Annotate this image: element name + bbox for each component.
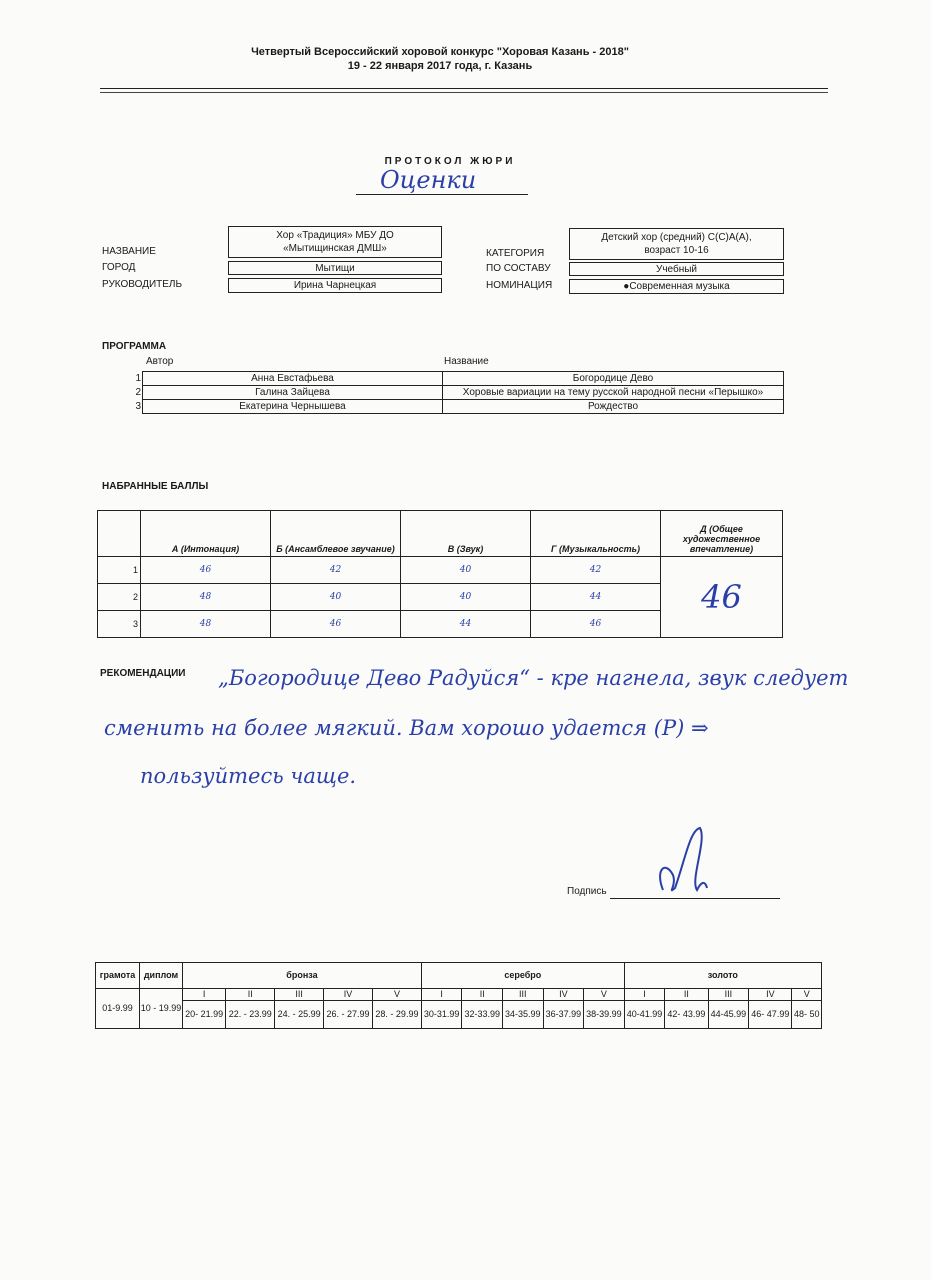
silver-level: V	[584, 989, 625, 1001]
gold-level: V	[792, 989, 822, 1001]
gold-range: 44-45.99	[708, 1001, 749, 1029]
gold-level: I	[624, 989, 665, 1001]
header-overall: Д (Общее художественное впечатление)	[661, 511, 783, 557]
silver-range: 36-37.99	[543, 1001, 584, 1029]
header-intonation: А (Интонация)	[141, 511, 271, 557]
header-rule-thin	[100, 92, 828, 93]
program-title: Рождество	[443, 400, 784, 414]
program-section-label: ПРОГРАММА	[102, 341, 167, 352]
bronze-range: 22. - 23.99	[226, 1001, 275, 1029]
leader-value: Ирина Чарнецкая	[228, 278, 442, 293]
city-value: Мытищи	[228, 261, 442, 275]
silver-range: 38-39.99	[584, 1001, 625, 1029]
program-author: Галина Зайцева	[143, 386, 443, 400]
score-b: 42	[271, 557, 401, 584]
silver-level: I	[421, 989, 462, 1001]
bronze-range: 20- 21.99	[183, 1001, 226, 1029]
signature-scribble	[645, 820, 715, 900]
protocol-title: ПРОТОКОЛ ЖЮРИ	[384, 156, 516, 167]
score-c: 40	[401, 584, 531, 611]
program-title: Хоровые вариации на тему русской народной песни «Перышко»	[443, 386, 784, 400]
silver-range: 34-35.99	[503, 1001, 544, 1029]
program-author-header: Автор	[146, 356, 174, 367]
grade-silver: серебро	[421, 963, 624, 989]
bronze-level: II	[226, 989, 275, 1001]
score-c: 40	[401, 557, 531, 584]
header-musicality: Г (Музыкальность)	[531, 511, 661, 557]
bronze-level: V	[373, 989, 422, 1001]
nomination-value: ●Современная музыка	[569, 279, 784, 294]
header-ensemble: Б (Ансамблевое звучание)	[271, 511, 401, 557]
table-row	[128, 386, 784, 400]
program-row-number: 2	[135, 387, 141, 398]
recommendations-label: РЕКОМЕНДАЦИИ	[100, 668, 186, 679]
program-table	[128, 371, 784, 414]
grade-diplom: диплом	[140, 963, 183, 989]
header-sound: В (Звук)	[401, 511, 531, 557]
diplom-range: 10 - 19.99	[140, 989, 183, 1029]
gold-range: 40-41.99	[624, 1001, 665, 1029]
scores-table	[97, 510, 783, 638]
program-title-header: Название	[444, 356, 489, 367]
gold-level: III	[708, 989, 749, 1001]
bronze-level: IV	[324, 989, 373, 1001]
score-overall: 46	[661, 557, 783, 638]
silver-level: IV	[543, 989, 584, 1001]
grades-roman-row	[96, 989, 822, 1001]
score-a: 48	[141, 611, 271, 638]
grade-gramota: грамота	[96, 963, 140, 989]
city-label: ГОРОД	[102, 262, 136, 273]
score-d: 46	[531, 611, 661, 638]
program-title: Богородице Дево	[443, 372, 784, 386]
protocol-underline	[356, 194, 528, 195]
bronze-level: III	[275, 989, 324, 1001]
score-c: 44	[401, 611, 531, 638]
score-a: 46	[141, 557, 271, 584]
score-a: 48	[141, 584, 271, 611]
leader-label: РУКОВОДИТЕЛЬ	[102, 279, 183, 290]
bronze-range: 24. - 25.99	[275, 1001, 324, 1029]
name-label: НАЗВАНИЕ	[102, 246, 156, 257]
program-row-number: 3	[135, 401, 141, 412]
gold-level: II	[665, 989, 708, 1001]
bullet-icon: ●	[623, 281, 630, 292]
scores-corner	[98, 511, 141, 557]
score-row-number: 3	[98, 611, 141, 638]
score-d: 42	[531, 557, 661, 584]
bronze-range: 26. - 27.99	[324, 1001, 373, 1029]
name-value: Хор «Традиция» МБУ ДО «Мытищинская ДМШ»	[228, 226, 442, 258]
recommendation-line-1: „Богородице Дево Радуйся“ - кре нагнела, звук следует	[218, 666, 849, 690]
silver-range: 32-33.99	[462, 1001, 503, 1029]
program-author: Анна Евстафьева	[143, 372, 443, 386]
grade-bronze: бронза	[183, 963, 422, 989]
scores-section-label: НАБРАННЫЕ БАЛЛЫ	[102, 481, 209, 492]
silver-level: III	[503, 989, 544, 1001]
score-b: 46	[271, 611, 401, 638]
score-row-number: 1	[98, 557, 141, 584]
gold-range: 46- 47.99	[749, 1001, 792, 1029]
table-row	[98, 557, 783, 584]
gramota-range: 01-9.99	[96, 989, 140, 1029]
recommendation-line-3: пользуйтесь чаще.	[140, 764, 357, 788]
grades-table	[95, 962, 822, 1029]
header-rule	[100, 88, 828, 89]
composition-label: ПО СОСТАВУ	[486, 263, 551, 274]
contest-title: Четвертый Всероссийский хоровой конкурс "Хоровая Казань - 2018"	[251, 46, 629, 58]
protocol-handwritten-note: Оценки	[380, 166, 477, 194]
signature-label: Подпись	[567, 886, 607, 897]
table-row	[128, 400, 784, 414]
score-d: 44	[531, 584, 661, 611]
composition-value: Учебный	[569, 262, 784, 276]
program-author: Екатерина Чернышева	[143, 400, 443, 414]
category-value: Детский хор (средний) С(С)А(А), возраст 10-16	[569, 228, 784, 260]
score-b: 40	[271, 584, 401, 611]
table-row	[128, 372, 784, 386]
scores-header-row	[98, 511, 783, 557]
silver-range: 30-31.99	[421, 1001, 462, 1029]
recommendation-line-2: сменить на более мягкий. Вам хорошо удается (P) ⇒	[104, 716, 709, 740]
nomination-label: НОМИНАЦИЯ	[486, 280, 553, 291]
gold-level: IV	[749, 989, 792, 1001]
contest-dates: 19 - 22 января 2017 года, г. Казань	[347, 60, 533, 72]
silver-level: II	[462, 989, 503, 1001]
grade-gold: золото	[624, 963, 821, 989]
grades-top-row	[96, 963, 822, 989]
category-label: КАТЕГОРИЯ	[486, 248, 545, 259]
gold-range: 48- 50	[792, 1001, 822, 1029]
grades-range-row	[96, 1001, 822, 1029]
score-row-number: 2	[98, 584, 141, 611]
program-row-number: 1	[135, 373, 141, 384]
bronze-range: 28. - 29.99	[373, 1001, 422, 1029]
gold-range: 42- 43.99	[665, 1001, 708, 1029]
bronze-level: I	[183, 989, 226, 1001]
